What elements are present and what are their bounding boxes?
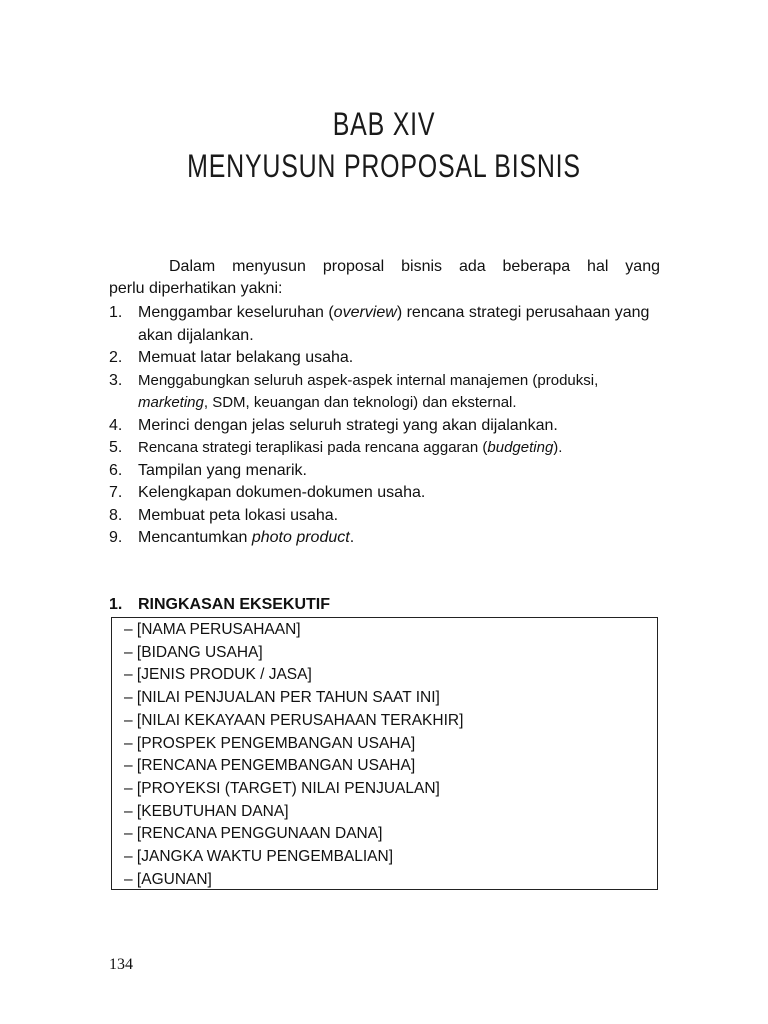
list-item-text: Membuat peta lokasi usaha. [138,506,339,524]
summary-item: – [KEBUTUHAN DANA] [124,802,289,820]
executive-summary-list [124,619,463,891]
list-item-number: 3. [109,371,123,389]
page-number: 134 [109,956,133,973]
intro-paragraph [109,256,660,300]
summary-item: – [NILAI PENJUALAN PER TAHUN SAAT INI] [124,689,440,707]
intro-line-1: Dalam menyusun proposal bisnis ada beberapa hal yang [169,258,660,275]
summary-item: – [JANGKA WAKTU PENGEMBALIAN] [124,848,394,866]
summary-item: – [PROSPEK PENGEMBANGAN USAHA] [124,734,416,752]
list-item-number: 7. [109,484,123,501]
summary-item: – [PROYEKSI (TARGET) NILAI PENJUALAN] [124,779,440,797]
summary-item: – [RENCANA PENGGUNAAN DANA] [124,825,383,843]
section-number: 1. [109,596,123,613]
list-item-number: 6. [109,461,123,479]
summary-item: – [NILAI KEKAYAAN PERUSAHAAN TERAKHIR] [124,711,464,729]
list-item-text: Kelengkapan dokumen-dokumen usaha. [138,484,426,501]
list-item [109,437,660,460]
summary-item: – [NAMA PERUSAHAAN] [124,621,301,638]
summary-item: – [JENIS PRODUK / JASA] [124,666,312,684]
list-item-number: 1. [109,304,123,321]
list-item-number: 5. [109,439,123,456]
list-item-number: 9. [109,529,123,546]
section-title-text: RINGKASAN EKSEKUTIF [138,596,331,613]
list-item-number: 4. [109,416,123,434]
summary-item: – [BIDANG USAHA] [124,643,263,661]
list-item-text: Menggambar keseluruhan (overview) rencana strategi perusahaan yang akan dijalankan. [138,304,650,344]
chapter-number: BAB XIV [332,106,436,142]
chapter-title: MENYUSUN PROPOSAL BISNIS [187,148,581,184]
list-item [109,527,660,550]
summary-item: – [RENCANA PENGEMBANGAN USAHA] [124,757,416,775]
list-item [109,505,660,528]
list-item [109,347,660,370]
summary-item: – [AGUNAN] [124,870,212,888]
list-item [109,370,660,415]
executive-summary-box [111,617,658,890]
list-item-text: Rencana strategi teraplikasi pada rencana aggaran (budgeting). [138,439,563,456]
list-item-number: 2. [109,349,123,366]
requirements-list [109,302,660,550]
list-item-text: Merinci dengan jelas seluruh strategi yang akan dijalankan. [138,416,558,434]
list-item [109,415,660,438]
list-item [109,302,660,347]
list-item-text: Tampilan yang menarik. [138,461,307,479]
section-heading [109,594,330,616]
list-item-text: Menggabungkan seluruh aspek-aspek internal manajemen (produksi, marketing, SDM, keuangan dan teknologi) dan eksternal. [138,371,599,411]
list-item [109,482,660,505]
list-item-number: 8. [109,506,123,524]
intro-line-2: perlu diperhatikan yakni: [109,280,283,297]
list-item-text: Mencantumkan photo product. [138,529,355,546]
list-item [109,460,660,483]
list-item-text: Memuat latar belakang usaha. [138,349,354,366]
